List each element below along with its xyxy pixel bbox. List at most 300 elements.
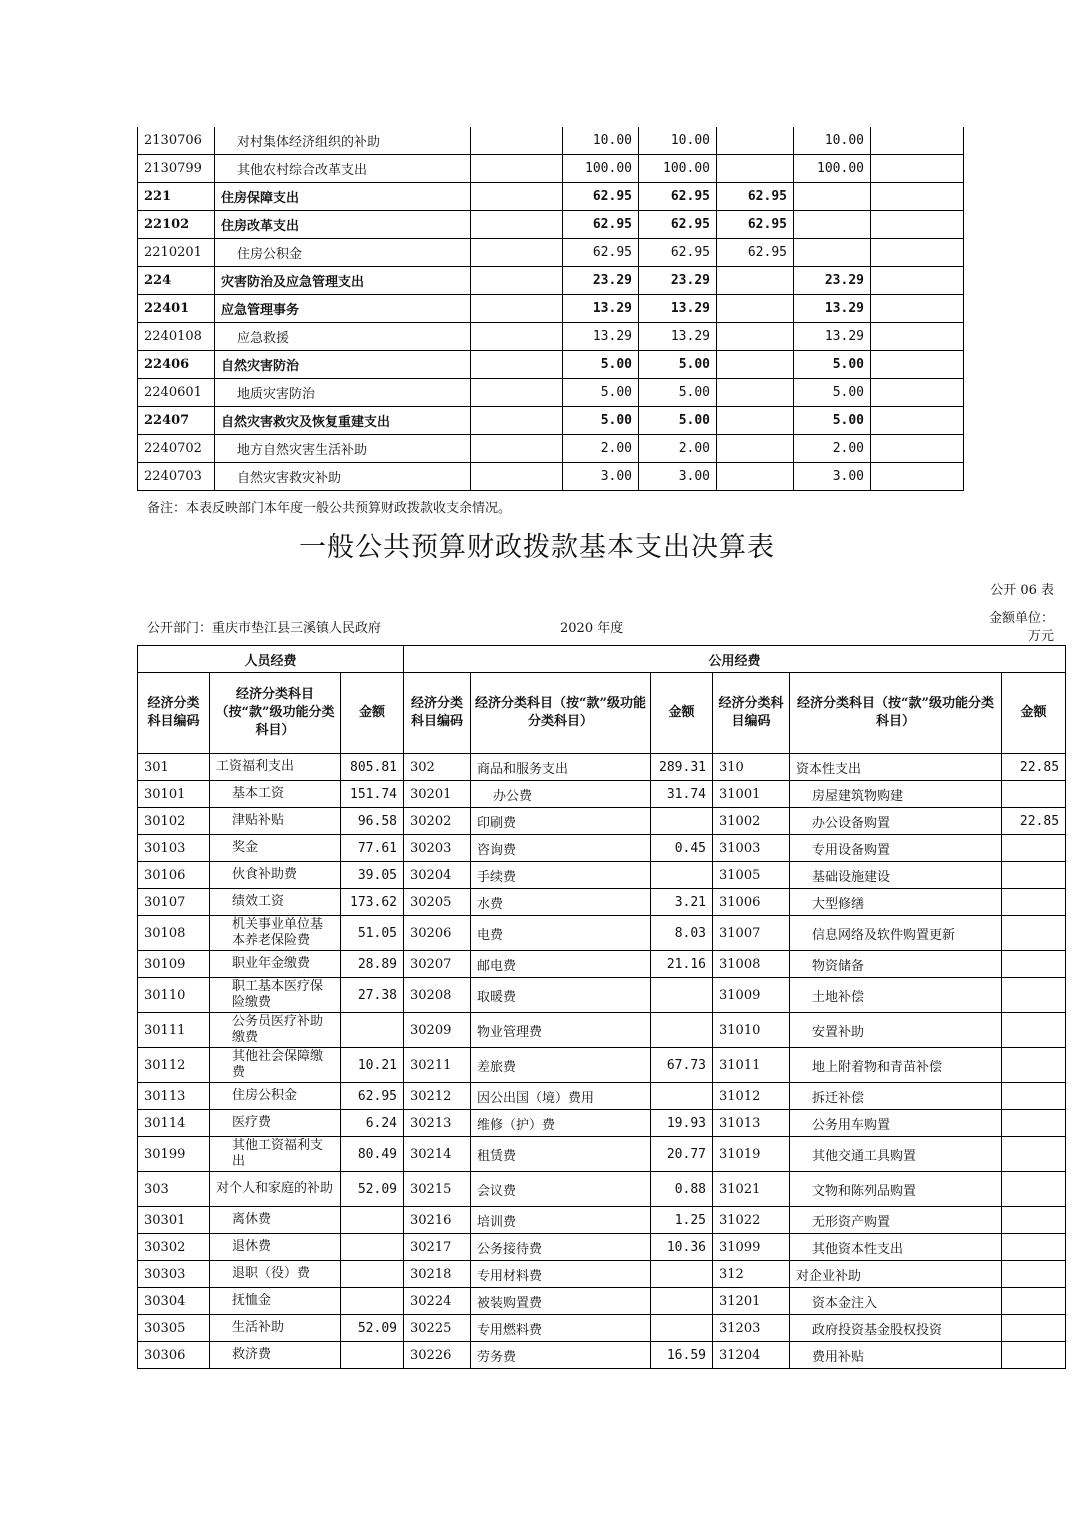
goods-name-cell: 电费 <box>471 916 651 951</box>
col-header-amount: 金额 <box>1002 673 1066 754</box>
capital-name-cell: 信息网络及软件购置更新 <box>790 916 1002 951</box>
goods-name-cell: 邮电费 <box>471 951 651 978</box>
empty-cell <box>871 239 964 267</box>
personnel-code-cell: 30113 <box>138 1083 210 1110</box>
table-note: 备注：本表反映部门本年度一般公共预算财政拨款收支余情况。 <box>147 501 512 516</box>
personnel-code-cell: 30302 <box>138 1234 210 1261</box>
personnel-amount-cell: 173.62 <box>341 889 404 916</box>
subject-code-cell: 22407 <box>138 407 215 435</box>
table-row <box>138 1342 1066 1369</box>
capital-code-cell: 31009 <box>713 978 790 1013</box>
subject-name-cell: 自然灾害救灾补助 <box>215 463 471 491</box>
capital-code-cell: 31002 <box>713 808 790 835</box>
subject-name-cell: 应急救援 <box>215 323 471 351</box>
capital-name-cell: 办公设备购置 <box>790 808 1002 835</box>
table-row <box>138 1315 1066 1342</box>
table-row <box>138 951 1066 978</box>
capital-name-cell: 地上附着物和青苗补偿 <box>790 1048 1002 1083</box>
personnel-name-cell: 职工基本医疗保险缴费 <box>210 978 341 1013</box>
empty-cell <box>871 295 964 323</box>
capital-amount-cell <box>1002 1261 1066 1288</box>
subject-name-cell: 住房公积金 <box>215 239 471 267</box>
table-row <box>138 463 964 491</box>
personnel-code-cell: 303 <box>138 1172 210 1207</box>
amount-cell <box>794 183 871 211</box>
personnel-amount-cell <box>341 1261 404 1288</box>
amount-cell <box>471 155 563 183</box>
capital-name-cell: 对企业补助 <box>790 1261 1002 1288</box>
personnel-name-cell: 其他社会保障缴费 <box>210 1048 341 1083</box>
goods-code-cell: 30214 <box>404 1137 471 1172</box>
personnel-name-cell: 离休费 <box>210 1207 341 1234</box>
goods-code-cell: 30216 <box>404 1207 471 1234</box>
goods-amount-cell <box>651 1083 713 1110</box>
personnel-amount-cell: 805.81 <box>341 754 404 781</box>
table-row <box>138 351 964 379</box>
basic-expenditure-table-body <box>138 646 1066 1369</box>
personnel-amount-cell <box>341 1288 404 1315</box>
capital-name-cell: 基础设施建设 <box>790 862 1002 889</box>
goods-amount-cell: 289.31 <box>651 754 713 781</box>
amount-cell <box>471 295 563 323</box>
goods-name-cell: 劳务费 <box>471 1342 651 1369</box>
capital-name-cell: 无形资产购置 <box>790 1207 1002 1234</box>
personnel-name-cell: 奖金 <box>210 835 341 862</box>
subject-code-cell: 22401 <box>138 295 215 323</box>
amount-cell: 62.95 <box>563 183 639 211</box>
goods-amount-cell <box>651 862 713 889</box>
capital-name-cell: 资本金注入 <box>790 1288 1002 1315</box>
empty-cell <box>871 379 964 407</box>
amount-cell: 5.00 <box>639 379 717 407</box>
capital-amount-cell <box>1002 1013 1066 1048</box>
goods-code-cell: 30202 <box>404 808 471 835</box>
goods-name-cell: 取暖费 <box>471 978 651 1013</box>
personnel-code-cell: 30103 <box>138 835 210 862</box>
personnel-amount-cell <box>341 1207 404 1234</box>
table-row <box>138 1288 1066 1315</box>
capital-code-cell: 31010 <box>713 1013 790 1048</box>
table-row <box>138 407 964 435</box>
subject-code-cell: 2130706 <box>138 127 215 155</box>
table-row <box>138 1083 1066 1110</box>
goods-amount-cell: 10.36 <box>651 1234 713 1261</box>
capital-amount-cell <box>1002 1315 1066 1342</box>
goods-amount-cell <box>651 808 713 835</box>
amount-cell: 23.29 <box>563 267 639 295</box>
subject-name-cell: 住房改革支出 <box>215 211 471 239</box>
personnel-amount-cell <box>341 1342 404 1369</box>
table-row <box>138 323 964 351</box>
capital-name-cell: 专用设备购置 <box>790 835 1002 862</box>
capital-code-cell: 31022 <box>713 1207 790 1234</box>
goods-amount-cell: 20.77 <box>651 1137 713 1172</box>
capital-code-cell: 31005 <box>713 862 790 889</box>
table-row <box>138 155 964 183</box>
goods-name-cell: 公务接待费 <box>471 1234 651 1261</box>
table-row <box>138 754 1066 781</box>
amount-cell: 3.00 <box>639 463 717 491</box>
personnel-code-cell: 30106 <box>138 862 210 889</box>
personnel-name-cell: 生活补助 <box>210 1315 341 1342</box>
basic-expenditure-table <box>137 645 1066 1369</box>
goods-code-cell: 30215 <box>404 1172 471 1207</box>
amount-cell: 62.95 <box>717 211 794 239</box>
table-row <box>138 889 1066 916</box>
capital-amount-cell: 22.85 <box>1002 754 1066 781</box>
subject-code-cell: 224 <box>138 267 215 295</box>
goods-code-cell: 30203 <box>404 835 471 862</box>
amount-cell <box>471 379 563 407</box>
personnel-code-cell: 30110 <box>138 978 210 1013</box>
goods-name-cell: 办公费 <box>471 781 651 808</box>
personnel-code-cell: 30306 <box>138 1342 210 1369</box>
personnel-name-cell: 公务员医疗补助缴费 <box>210 1013 341 1048</box>
goods-name-cell: 水费 <box>471 889 651 916</box>
goods-amount-cell <box>651 1261 713 1288</box>
amount-cell: 10.00 <box>794 127 871 155</box>
amount-cell <box>471 351 563 379</box>
capital-code-cell: 31008 <box>713 951 790 978</box>
table-row <box>138 1207 1066 1234</box>
table-row <box>138 1172 1066 1207</box>
capital-code-cell: 31011 <box>713 1048 790 1083</box>
table-row <box>138 183 964 211</box>
amount-cell: 13.29 <box>639 295 717 323</box>
amount-cell <box>794 239 871 267</box>
personnel-amount-cell: 27.38 <box>341 978 404 1013</box>
capital-code-cell: 31003 <box>713 835 790 862</box>
personnel-name-cell: 职业年金缴费 <box>210 951 341 978</box>
amount-cell: 5.00 <box>794 379 871 407</box>
capital-amount-cell <box>1002 1342 1066 1369</box>
personnel-name-cell: 津贴补贴 <box>210 808 341 835</box>
goods-code-cell: 30211 <box>404 1048 471 1083</box>
table-row <box>138 1013 1066 1048</box>
goods-name-cell: 手续费 <box>471 862 651 889</box>
amount-cell: 62.95 <box>639 183 717 211</box>
amount-cell <box>717 379 794 407</box>
personnel-amount-cell: 96.58 <box>341 808 404 835</box>
personnel-name-cell: 其他工资福利支出 <box>210 1137 341 1172</box>
capital-name-cell: 大型修缮 <box>790 889 1002 916</box>
personnel-name-cell: 退职（役）费 <box>210 1261 341 1288</box>
column-header-row <box>138 673 1066 754</box>
subject-name-cell: 其他农村综合改革支出 <box>215 155 471 183</box>
personnel-code-cell: 30102 <box>138 808 210 835</box>
capital-code-cell: 310 <box>713 754 790 781</box>
goods-name-cell: 专用燃料费 <box>471 1315 651 1342</box>
goods-code-cell: 30226 <box>404 1342 471 1369</box>
amount-cell <box>717 323 794 351</box>
personnel-code-cell: 30303 <box>138 1261 210 1288</box>
goods-name-cell: 印刷费 <box>471 808 651 835</box>
goods-code-cell: 30224 <box>404 1288 471 1315</box>
amount-cell: 5.00 <box>794 407 871 435</box>
table-row <box>138 808 1066 835</box>
goods-name-cell: 会议费 <box>471 1172 651 1207</box>
goods-amount-cell <box>651 1288 713 1315</box>
capital-name-cell: 公务用车购置 <box>790 1110 1002 1137</box>
amount-cell <box>794 211 871 239</box>
amount-cell: 5.00 <box>563 407 639 435</box>
empty-cell <box>871 155 964 183</box>
goods-code-cell: 30207 <box>404 951 471 978</box>
table-row <box>138 267 964 295</box>
subject-name-cell: 应急管理事务 <box>215 295 471 323</box>
capital-name-cell: 拆迁补偿 <box>790 1083 1002 1110</box>
col-header-name: 经济分类科目（按“款”级功能分类科目） <box>210 673 341 754</box>
personnel-name-cell: 基本工资 <box>210 781 341 808</box>
table-row <box>138 295 964 323</box>
capital-code-cell: 31001 <box>713 781 790 808</box>
goods-amount-cell: 31.74 <box>651 781 713 808</box>
capital-name-cell: 安置补助 <box>790 1013 1002 1048</box>
amount-cell: 10.00 <box>639 127 717 155</box>
col-header-code: 经济分类科目编码 <box>138 673 210 754</box>
goods-amount-cell <box>651 1013 713 1048</box>
goods-amount-cell <box>651 1315 713 1342</box>
table-row <box>138 1048 1066 1083</box>
amount-cell: 10.00 <box>563 127 639 155</box>
personnel-code-cell: 30301 <box>138 1207 210 1234</box>
empty-cell <box>871 267 964 295</box>
personnel-amount-cell <box>341 1234 404 1261</box>
empty-cell <box>871 435 964 463</box>
amount-cell: 62.95 <box>639 239 717 267</box>
amount-cell: 13.29 <box>794 323 871 351</box>
personnel-name-cell: 机关事业单位基本养老保险费 <box>210 916 341 951</box>
amount-cell <box>471 127 563 155</box>
personnel-name-cell: 住房公积金 <box>210 1083 341 1110</box>
capital-name-cell: 其他交通工具购置 <box>790 1137 1002 1172</box>
col-header-amount: 金额 <box>651 673 713 754</box>
public-expense-header: 公用经费 <box>404 646 1066 673</box>
capital-name-cell: 房屋建筑物购建 <box>790 781 1002 808</box>
table-row <box>138 862 1066 889</box>
subject-name-cell: 对村集体经济组织的补助 <box>215 127 471 155</box>
amount-cell <box>717 127 794 155</box>
personnel-code-cell: 30101 <box>138 781 210 808</box>
goods-code-cell: 30225 <box>404 1315 471 1342</box>
goods-name-cell: 商品和服务支出 <box>471 754 651 781</box>
subject-code-cell: 2240601 <box>138 379 215 407</box>
amount-cell: 5.00 <box>563 351 639 379</box>
personnel-code-cell: 30114 <box>138 1110 210 1137</box>
empty-cell <box>871 463 964 491</box>
capital-amount-cell <box>1002 1110 1066 1137</box>
amount-cell <box>471 267 563 295</box>
subject-name-cell: 自然灾害防治 <box>215 351 471 379</box>
goods-amount-cell: 19.93 <box>651 1110 713 1137</box>
goods-amount-cell: 0.88 <box>651 1172 713 1207</box>
goods-amount-cell: 3.21 <box>651 889 713 916</box>
personnel-name-cell: 绩效工资 <box>210 889 341 916</box>
personnel-amount-cell: 77.61 <box>341 835 404 862</box>
amount-unit-label: 金额单位： <box>988 611 1054 626</box>
col-header-name: 经济分类科目（按“款”级功能分类科目） <box>790 673 1002 754</box>
amount-cell <box>717 463 794 491</box>
amount-cell: 100.00 <box>794 155 871 183</box>
subject-name-cell: 地方自然灾害生活补助 <box>215 435 471 463</box>
subject-code-cell: 2130799 <box>138 155 215 183</box>
personnel-amount-cell: 80.49 <box>341 1137 404 1172</box>
amount-cell: 2.00 <box>563 435 639 463</box>
capital-amount-cell <box>1002 1048 1066 1083</box>
table-row <box>138 978 1066 1013</box>
capital-code-cell: 31013 <box>713 1110 790 1137</box>
goods-name-cell: 维修（护）费 <box>471 1110 651 1137</box>
amount-cell <box>717 407 794 435</box>
amount-cell: 62.95 <box>717 183 794 211</box>
personnel-name-cell: 退休费 <box>210 1234 341 1261</box>
amount-cell: 2.00 <box>794 435 871 463</box>
goods-name-cell: 培训费 <box>471 1207 651 1234</box>
table-row <box>138 916 1066 951</box>
amount-cell: 62.95 <box>563 239 639 267</box>
goods-amount-cell: 21.16 <box>651 951 713 978</box>
personnel-amount-cell: 52.09 <box>341 1172 404 1207</box>
amount-cell: 5.00 <box>563 379 639 407</box>
capital-name-cell: 政府投资基金股权投资 <box>790 1315 1002 1342</box>
amount-cell: 3.00 <box>794 463 871 491</box>
personnel-code-cell: 30111 <box>138 1013 210 1048</box>
empty-cell <box>871 323 964 351</box>
goods-amount-cell: 0.45 <box>651 835 713 862</box>
goods-amount-cell: 16.59 <box>651 1342 713 1369</box>
amount-cell <box>471 435 563 463</box>
capital-name-cell: 费用补贴 <box>790 1342 1002 1369</box>
personnel-amount-cell: 39.05 <box>341 862 404 889</box>
group-header-row <box>138 646 1066 673</box>
subject-name-cell: 地质灾害防治 <box>215 379 471 407</box>
personnel-code-cell: 30107 <box>138 889 210 916</box>
goods-name-cell: 咨询费 <box>471 835 651 862</box>
personnel-amount-cell: 62.95 <box>341 1083 404 1110</box>
amount-cell: 62.95 <box>717 239 794 267</box>
goods-amount-cell <box>651 978 713 1013</box>
personnel-expense-header: 人员经费 <box>138 646 404 673</box>
table-row <box>138 379 964 407</box>
goods-name-cell: 专用材料费 <box>471 1261 651 1288</box>
goods-name-cell: 因公出国（境）费用 <box>471 1083 651 1110</box>
subject-code-cell: 2240108 <box>138 323 215 351</box>
personnel-amount-cell: 52.09 <box>341 1315 404 1342</box>
capital-name-cell: 其他资本性支出 <box>790 1234 1002 1261</box>
col-header-code: 经济分类科目编码 <box>713 673 790 754</box>
goods-amount-cell: 67.73 <box>651 1048 713 1083</box>
capital-amount-cell <box>1002 862 1066 889</box>
goods-code-cell: 302 <box>404 754 471 781</box>
goods-code-cell: 30204 <box>404 862 471 889</box>
amount-cell <box>717 351 794 379</box>
personnel-code-cell: 301 <box>138 754 210 781</box>
capital-name-cell: 文物和陈列品购置 <box>790 1172 1002 1207</box>
amount-cell: 100.00 <box>563 155 639 183</box>
goods-amount-cell: 1.25 <box>651 1207 713 1234</box>
table-row <box>138 835 1066 862</box>
amount-cell: 13.29 <box>639 323 717 351</box>
amount-unit-value: 万元 <box>1027 629 1054 644</box>
capital-name-cell: 土地补偿 <box>790 978 1002 1013</box>
amount-cell <box>471 463 563 491</box>
amount-cell <box>717 267 794 295</box>
subject-code-cell: 2240702 <box>138 435 215 463</box>
goods-code-cell: 30218 <box>404 1261 471 1288</box>
amount-cell: 100.00 <box>639 155 717 183</box>
personnel-amount-cell: 51.05 <box>341 916 404 951</box>
income-expense-table-continued <box>137 127 964 491</box>
capital-code-cell: 312 <box>713 1261 790 1288</box>
subject-code-cell: 22406 <box>138 351 215 379</box>
goods-code-cell: 30201 <box>404 781 471 808</box>
capital-code-cell: 31204 <box>713 1342 790 1369</box>
amount-cell <box>471 239 563 267</box>
capital-amount-cell <box>1002 781 1066 808</box>
capital-amount-cell <box>1002 978 1066 1013</box>
amount-cell: 23.29 <box>639 267 717 295</box>
empty-cell <box>871 183 964 211</box>
goods-code-cell: 30208 <box>404 978 471 1013</box>
capital-amount-cell <box>1002 916 1066 951</box>
personnel-amount-cell <box>341 1013 404 1048</box>
amount-cell <box>471 407 563 435</box>
goods-code-cell: 30217 <box>404 1234 471 1261</box>
capital-code-cell: 31012 <box>713 1083 790 1110</box>
capital-amount-cell: 22.85 <box>1002 808 1066 835</box>
goods-code-cell: 30213 <box>404 1110 471 1137</box>
table-row <box>138 435 964 463</box>
goods-code-cell: 30206 <box>404 916 471 951</box>
income-expense-table-body <box>138 127 964 491</box>
amount-cell: 5.00 <box>794 351 871 379</box>
capital-amount-cell <box>1002 889 1066 916</box>
subject-name-cell: 灾害防治及应急管理支出 <box>215 267 471 295</box>
amount-cell <box>717 295 794 323</box>
amount-cell: 13.29 <box>563 295 639 323</box>
col-header-name: 经济分类科目（按“款”级功能分类科目） <box>471 673 651 754</box>
amount-cell: 5.00 <box>639 351 717 379</box>
capital-code-cell: 31007 <box>713 916 790 951</box>
table-row <box>138 211 964 239</box>
table-row <box>138 239 964 267</box>
capital-name-cell: 物资储备 <box>790 951 1002 978</box>
table-number: 公开 06 表 <box>990 583 1054 598</box>
table-row <box>138 1234 1066 1261</box>
amount-cell: 13.29 <box>794 295 871 323</box>
capital-amount-cell <box>1002 1137 1066 1172</box>
amount-cell <box>471 211 563 239</box>
subject-name-cell: 住房保障支出 <box>215 183 471 211</box>
capital-code-cell: 31021 <box>713 1172 790 1207</box>
goods-name-cell: 租赁费 <box>471 1137 651 1172</box>
empty-cell <box>871 407 964 435</box>
goods-amount-cell: 8.03 <box>651 916 713 951</box>
empty-cell <box>871 351 964 379</box>
amount-cell <box>471 323 563 351</box>
empty-cell <box>871 211 964 239</box>
goods-name-cell: 物业管理费 <box>471 1013 651 1048</box>
capital-amount-cell <box>1002 1083 1066 1110</box>
subject-code-cell: 22102 <box>138 211 215 239</box>
department-label: 公开部门：重庆市垫江县三溪镇人民政府 <box>147 621 382 636</box>
subject-code-cell: 2210201 <box>138 239 215 267</box>
table-row <box>138 1110 1066 1137</box>
subject-name-cell: 自然灾害救灾及恢复重建支出 <box>215 407 471 435</box>
col-header-code: 经济分类科目编码 <box>404 673 471 754</box>
personnel-code-cell: 30109 <box>138 951 210 978</box>
table-row <box>138 1261 1066 1288</box>
